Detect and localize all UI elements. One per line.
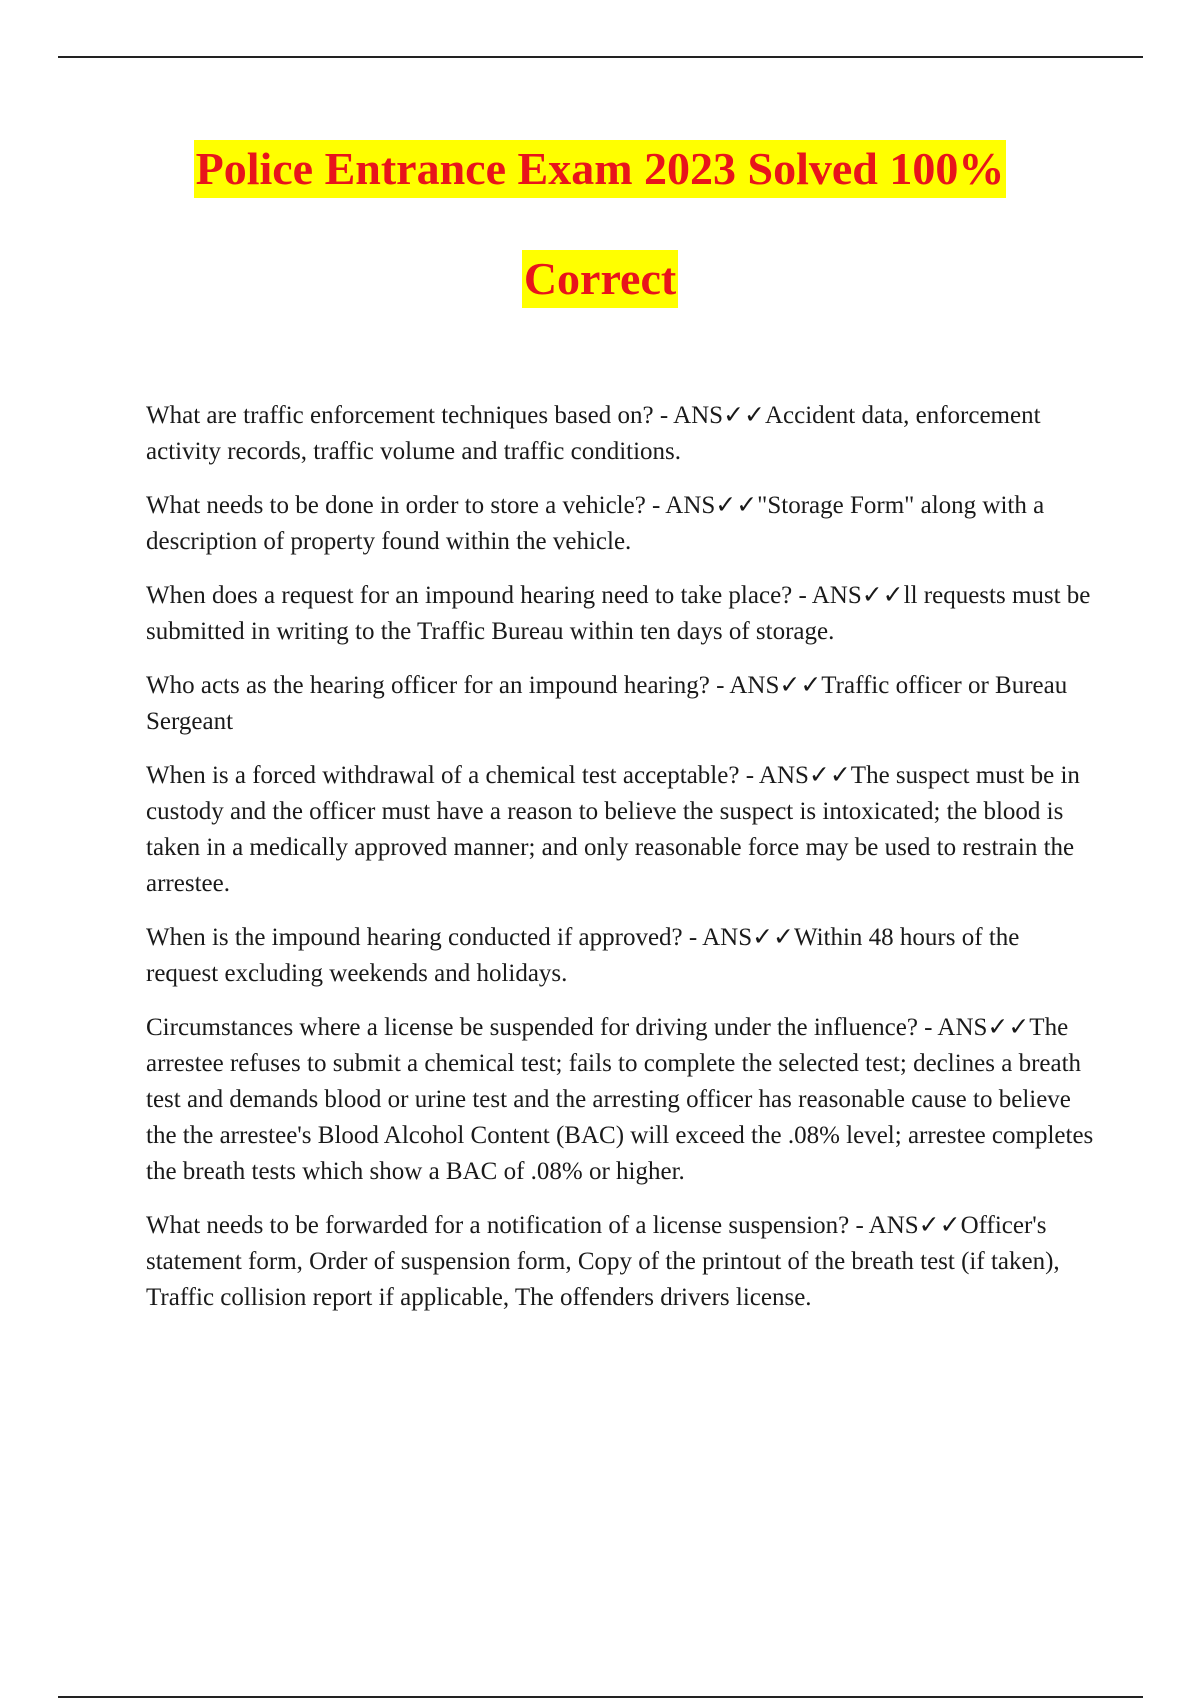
answer-text: ANS✓✓"Storage Form" along with a description of property found within the vehicle. [146,492,1045,555]
qa-item-7 [146,1010,1096,1190]
qa-item-3 [146,578,1096,650]
qa-list [146,398,1096,1334]
top-divider [58,56,1143,58]
bottom-divider [58,1696,1143,1698]
document-title [0,140,1200,308]
question-text: When is the impound hearing conducted if approved? - [146,924,703,951]
question-text: What are traffic enforcement techniques based on? - [146,402,674,429]
answer-text: ANS✓✓The arrestee refuses to submit a chemical test; fails to complete the selected test; declines a breath test and demands blood or urine test and the arresting officer has reasonable cause to believe the the arrestee's Blood Alcohol Content (BAC) will exceed the .08% level; arrestee completes the breath tests which show a BAC of .08% or higher. [146,1014,1094,1185]
question-text: Circumstances where a license be suspended for driving under the influence? - [146,1014,938,1041]
answer-text: ANS✓✓ll requests must be submitted in writing to the Traffic Bureau within ten days of storage. [146,582,1091,645]
qa-item-6 [146,920,1096,992]
question-text: What needs to be forwarded for a notification of a license suspension? - [146,1212,869,1239]
title-text-2: Correct [522,250,678,308]
title-line-2 [0,250,1200,308]
answer-text: ANS✓✓Officer's statement form, Order of suspension form, Copy of the printout of the breath test (if taken), Traffic collision report if applicable, The offenders drivers license. [146,1212,1060,1311]
title-text-1: Police Entrance Exam 2023 Solved 100% [194,140,1007,198]
qa-item-2 [146,488,1096,560]
answer-text: ANS✓✓The suspect must be in custody and the officer must have a reason to believe the suspect is intoxicated; the blood is taken in a medically approved manner; and only reasonable force may be used to restrain the arrestee. [146,762,1080,897]
question-text: What needs to be done in order to store a vehicle? - [146,492,666,519]
answer-text: ANS✓✓Within 48 hours of the request excluding weekends and holidays. [146,924,1020,987]
question-text: Who acts as the hearing officer for an impound hearing? - [146,672,730,699]
answer-text: ANS✓✓Traffic officer or Bureau Sergeant [146,672,1068,735]
answer-text: ANS✓✓Accident data, enforcement activity records, traffic volume and traffic conditions. [146,402,1041,465]
title-line-1 [0,140,1200,198]
question-text: When is a forced withdrawal of a chemical test acceptable? - [146,762,759,789]
qa-item-4 [146,668,1096,740]
qa-item-8 [146,1208,1096,1316]
question-text: When does a request for an impound hearing need to take place? - [146,582,812,609]
qa-item-1 [146,398,1096,470]
qa-item-5 [146,758,1096,902]
